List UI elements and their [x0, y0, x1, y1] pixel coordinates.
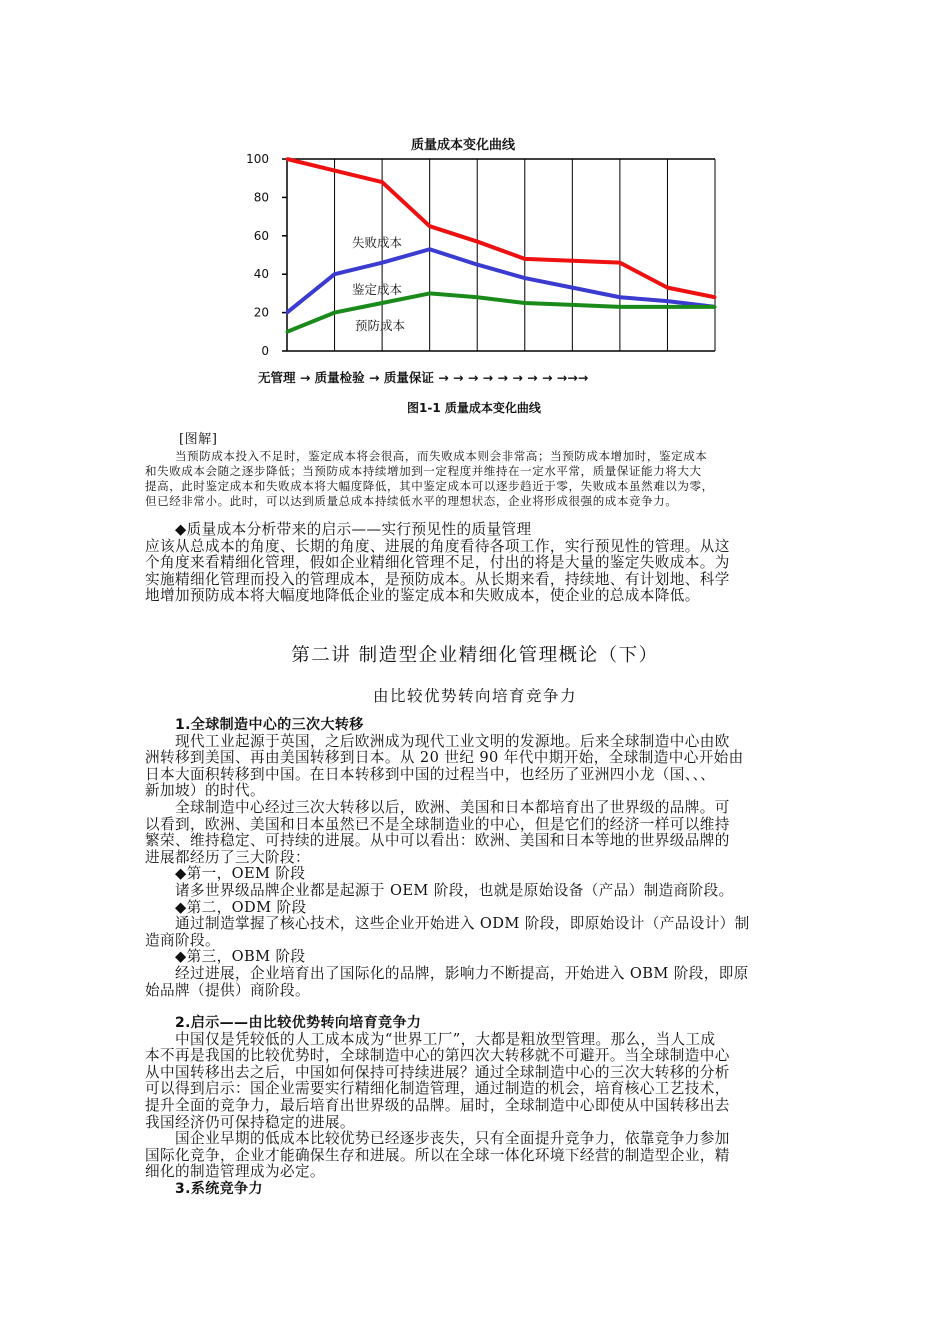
series-line-0: [287, 159, 715, 297]
paragraph-line: 洲转移到美国、再由美国转移到日本。从 20 世纪 90 年代中期开始，全球制造中心开始由: [145, 749, 744, 767]
insight-heading: ◆质量成本分析带来的启示——实行预见性的质量管理: [175, 521, 532, 538]
series-point: [428, 225, 431, 228]
paragraph-line: 以看到，欧洲、美国和日本虽然已不是全球制造业的中心，但是它们的经济一样可以维持: [145, 815, 730, 833]
stage-odm-title: ◆第二，ODM 阶段: [175, 898, 307, 916]
insight-line: 地增加预防成本将大幅度地降低企业的鉴定成本和失败成本，使企业的总成本降低。: [145, 587, 700, 605]
series-point: [523, 257, 526, 260]
stage-oem-title: ◆第一，OEM 阶段: [175, 865, 306, 883]
explanation-line: 提高，此时鉴定成本和失败成本将大幅度降低，其中鉴定成本可以逐步趋近于零，失败成本虽然难以为零，: [145, 479, 714, 493]
paragraph-line: 进展都经历了三大阶段：: [145, 848, 310, 866]
x-axis-stage-label: 无管理 → 质量检验 → 质量保证 → → → → → → → → →→→: [258, 370, 589, 385]
y-tick-label: 0: [261, 344, 269, 358]
series-point: [523, 277, 526, 280]
paragraph-line: 中国仅是凭较低的人工成本成为“世界工厂”，大都是粗放型管理。那么，当人工成: [175, 1030, 716, 1048]
paragraph-line: 日本大面积转移到中国。在日本转移到中国的过程当中，也经历了亚洲四小龙（国、、、: [145, 765, 716, 783]
series-point: [571, 303, 574, 306]
series-point: [286, 330, 289, 333]
y-tick-label: 80: [253, 190, 269, 205]
series-point: [476, 240, 479, 243]
series-point: [381, 261, 384, 264]
stage-obm-text: 始品牌（提供）商阶段。: [145, 981, 310, 999]
chart-grid: [287, 159, 715, 351]
paragraph-line: 本不再是我国的比较优势时，全球制造中心的第四次大转移就不可避开。当全球制造中心: [145, 1047, 730, 1065]
series-point: [428, 292, 431, 295]
series-point: [571, 259, 574, 262]
y-tick-label: 40: [253, 267, 269, 282]
series-point: [333, 273, 336, 276]
explanation-line: 当预防成本投入不足时，鉴定成本将会很高，而失败成本则会非常高；当预防成本增加时，鉴定成本: [175, 449, 708, 463]
series-point: [618, 305, 621, 308]
quality-cost-chart: [238, 130, 728, 420]
y-tick-label: 100: [246, 152, 269, 166]
paragraph-line: 可以得到启示：国企业需要实行精细化制造管理，通过制造的机会，培育核心工艺技术，: [145, 1080, 730, 1098]
figure-explanation-title: [179, 432, 218, 447]
chart-series: [286, 158, 717, 334]
explanation-line: 和失败成本会随之逐步降低；当预防成本持续增加到一定程度并维持在一定水平常，质量保证能力将大大: [145, 464, 702, 478]
series-point: [333, 311, 336, 314]
series-point: [476, 296, 479, 299]
figure-explanation-text: [145, 449, 825, 509]
paragraph-line: 新加坡）的时代。: [145, 782, 265, 800]
insight-line: 应该从总成本的角度、长期的角度、进展的角度看待各项工作，实行预见性的管理。从这: [145, 537, 730, 555]
main-body: [145, 717, 808, 1198]
explanation-line: 但已经非常小。此时，可以达到质量总成本持续低水平的理想状态，企业将形成很强的成本竞争力。: [145, 494, 678, 508]
series-point: [666, 305, 669, 308]
stage-odm-text: 通过制造掌握了核心技术，这些企业开始进入 ODM 阶段，即原始设计（产品设计）制: [175, 915, 750, 933]
series-label-prevention: 预防成本: [355, 318, 406, 333]
stage-odm-text: 造商阶段。: [145, 931, 220, 949]
section-2-title: 2.启示——由比较优势转向培育竞争力: [175, 1015, 422, 1032]
series-point: [714, 305, 717, 308]
series-point: [476, 263, 479, 266]
series-point: [666, 286, 669, 289]
paragraph-line: 我国经济仍可保持稳定的进展。: [145, 1113, 355, 1131]
chart-title: 质量成本变化曲线: [410, 138, 516, 153]
series-point: [381, 181, 384, 184]
series-point: [333, 169, 336, 172]
series-label-failure: 失败成本: [352, 235, 403, 250]
stage-obm-title: ◆第三，OBM 阶段: [175, 948, 306, 966]
series-point: [381, 302, 384, 305]
paragraph-line: 国企业早期的低成本比较优势已经逐步丧失，只有全面提升竞争力，依靠竞争力参加: [175, 1130, 730, 1148]
series-label-appraisal: 鉴定成本: [352, 282, 403, 297]
y-tick-label: 60: [253, 228, 269, 243]
series-point: [666, 300, 669, 303]
lecture-subtitle: 由比较优势转向培育竞争力: [372, 687, 577, 705]
series-point: [286, 311, 289, 314]
series-point: [286, 158, 289, 161]
series-point: [571, 286, 574, 289]
stage-obm-text: 经过进展，企业培育出了国际化的品牌，影响力不断提高，开始进入 OBM 阶段，即原: [175, 964, 749, 982]
paragraph-line: 国际化竞争，企业才能确保生存和进展。所以在全球一体化环境下经营的制造型企业，精: [145, 1146, 730, 1164]
paragraph-line: 现代工业起源于英国，之后欧洲成为现代工业文明的发源地。后来全球制造中心由欧: [175, 732, 730, 750]
lecture-title: 第二讲 制造型企业精细化管理概论（下）: [291, 645, 659, 666]
insight-line: 个角度来看精细化管理，假如企业精细化管理不足，付出的将是大量的鉴定失败成本。为: [145, 554, 730, 572]
series-point: [523, 302, 526, 305]
paragraph-line: 从中国转移出去之后，中国如何保持可持续进展？通过全球制造中心的三次大转移的分析: [145, 1063, 730, 1081]
y-tick-labels: [246, 152, 287, 358]
stage-oem-text: 诸多世界级品牌企业都是起源于 OEM 阶段，也就是原始设备（产品）制造商阶段。: [175, 881, 734, 899]
paragraph-line: 提升全面的竞争力，最后培育出世界级的品牌。届时，全球制造中心即使从中国转移出去: [145, 1097, 730, 1115]
series-point: [714, 296, 717, 299]
section-3-title: 3.系统竞争力: [175, 1181, 263, 1198]
insight-section: [145, 522, 815, 605]
chart-caption: 图1-1 质量成本变化曲线: [407, 401, 541, 415]
series-point: [618, 261, 621, 264]
section-1-title: 1.全球制造中心的三次大转移: [175, 717, 364, 733]
spacer: [145, 999, 808, 1015]
insight-line: 实施精细化管理而投入的管理成本，是预防成本。从长期来看，持续地、有计划地、科学: [145, 570, 730, 588]
y-tick-label: 20: [253, 305, 269, 320]
series-point: [428, 248, 431, 251]
paragraph-line: 细化的制造管理成为必定。: [145, 1163, 325, 1181]
figure-explanation-title-text: [图解]: [179, 432, 218, 447]
paragraph-line: 繁荣、维持稳定、可持续的进展。从中可以看出：欧洲、美国和日本等地的世界级品牌的: [145, 832, 730, 850]
series-point: [618, 296, 621, 299]
paragraph-line: 全球制造中心经过三次大转移以后，欧洲、美国和日本都培育出了世界级的品牌。可: [175, 798, 730, 816]
